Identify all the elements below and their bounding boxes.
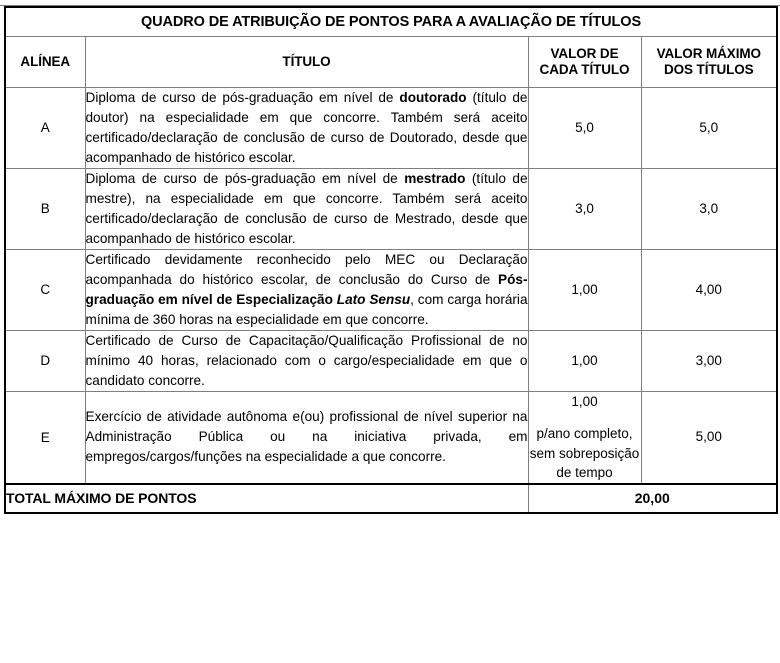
column-header-valor-max-line1: VALOR MÁXIMO: [656, 45, 761, 61]
valor-cada-value: 3,0: [575, 201, 594, 217]
desc-text-bold: mestrado: [404, 170, 466, 186]
desc-text-part1: Diploma de curso de pós-graduação em nível de: [85, 170, 405, 186]
cell-valor-maximo: 3,0: [641, 168, 777, 249]
valor-cada-note: p/ano completo, sem sobreposição de tempo: [529, 426, 640, 481]
desc-text-part2: (título de doutor) na especialidade em que concorre. Também será aceito certificado/declaração de conclusão de curso de Doutorado, desde que acompanhado de histórico escolar.: [85, 90, 528, 165]
table-header: [5, 7, 777, 88]
table-row: [5, 249, 777, 330]
cell-valor-cada-titulo: [528, 391, 641, 484]
cell-valor-maximo: 4,00: [641, 249, 777, 330]
table-body: [5, 88, 777, 484]
total-value: 20,00: [528, 484, 777, 513]
column-header-row: [5, 37, 777, 88]
cell-valor-maximo: 5,0: [641, 88, 777, 169]
column-header-valor-max-line2: DOS TÍTULOS: [663, 62, 754, 77]
cell-titulo-description: [85, 168, 528, 249]
titles-scoring-table: [4, 6, 778, 514]
cell-alinea: B: [5, 168, 85, 249]
cell-valor-maximo: 3,00: [641, 330, 777, 391]
column-header-alinea: ALÍNEA: [5, 37, 85, 88]
table-row: [5, 168, 777, 249]
cell-alinea: D: [5, 330, 85, 391]
cell-titulo-description: [85, 88, 528, 169]
cell-titulo-description: [85, 391, 528, 484]
table-row: [5, 391, 777, 484]
valor-cada-value: 1,00: [571, 393, 598, 409]
desc-text-part1: Certificado devidamente reconhecido pelo MEC ou Declaração acompanhada do histórico escolar, de conclusão do Curso de: [85, 251, 528, 287]
valor-cada-value: 5,0: [575, 120, 594, 136]
cell-valor-cada-titulo: [528, 168, 641, 249]
column-header-titulo: TÍTULO: [85, 37, 528, 88]
desc-text-part1: Diploma de curso de pós-graduação em nível de: [85, 90, 400, 105]
desc-text-part2: , com carga horária mínima de 360 horas na especialidade em que concorre.: [85, 291, 528, 327]
column-header-valor-cada-titulo: [528, 37, 641, 88]
valor-cada-value: 1,00: [571, 352, 598, 368]
cell-titulo-description: [85, 249, 528, 330]
desc-text-bold-italic: Lato Sensu: [336, 291, 411, 307]
table-row: [5, 330, 777, 391]
cell-alinea: A: [5, 88, 85, 169]
cell-alinea: E: [5, 391, 85, 484]
cell-valor-cada-titulo: [528, 88, 641, 169]
desc-text-bold: doutorado: [399, 90, 467, 105]
column-header-valor-maximo-titulos: [641, 37, 777, 88]
desc-text-part2: (título de mestre), na especialidade em que concorre. Também será aceito certificado/declaração de conclusão de curso de Mestrado, desde que acompanhado de histórico escolar.: [85, 170, 528, 246]
table-title: QUADRO DE ATRIBUIÇÃO DE PONTOS PARA A AVALIAÇÃO DE TÍTULOS: [5, 7, 777, 37]
desc-text-part1: Exercício de atividade autônoma e(ou) profissional de nível superior na Administração Pública ou na iniciativa privada, em empregos/cargos/funções na especialidade a que concorre.: [85, 409, 528, 465]
cell-titulo-description: [85, 330, 528, 391]
cell-valor-cada-titulo: [528, 330, 641, 391]
cell-valor-maximo: 5,00: [641, 391, 777, 484]
cell-alinea: C: [5, 249, 85, 330]
column-header-valor-cada-line1: VALOR DE: [550, 45, 619, 61]
desc-text-bold: Pós-graduação em nível de Especialização: [85, 271, 528, 307]
table-row: [5, 88, 777, 169]
column-header-valor-cada-line2: CADA TÍTULO: [539, 62, 630, 77]
table-footer: [5, 484, 777, 513]
cell-valor-cada-titulo: [528, 249, 641, 330]
desc-text-part1: Certificado de Curso de Capacitação/Qualificação Profissional de no mínimo 40 horas, relacionado com o cargo/especialidade em que o candidato concorre.: [85, 332, 528, 388]
table-title-row: [5, 7, 777, 37]
valor-cada-value: 1,00: [571, 281, 598, 297]
total-row: [5, 484, 777, 513]
total-label: TOTAL MÁXIMO DE PONTOS: [5, 484, 528, 513]
